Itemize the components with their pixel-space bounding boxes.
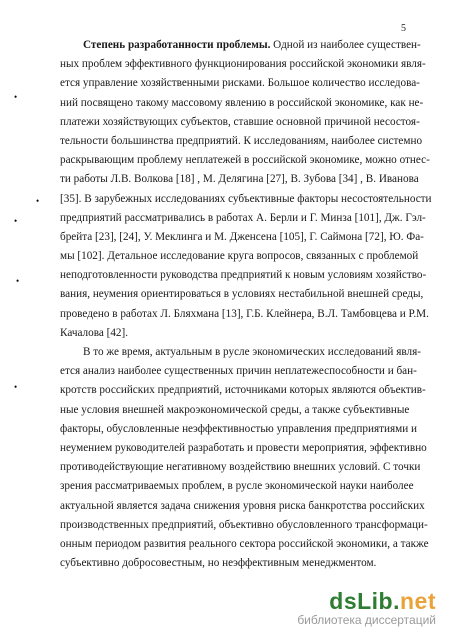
- paragraph-line: субъективно добросовестным, но неэффективным менеджментом.: [60, 557, 377, 570]
- paragraph-line: Качалова [42].: [60, 326, 129, 339]
- paragraph-line: факторы, обусловленные неэффективностью управления предприятиями и: [60, 422, 417, 435]
- paragraph-line: ний посвящено такому массовому явлению в российской экономике, как не-: [60, 96, 424, 109]
- paragraph-line: тельности большинства предприятий. К исследованиям, наиболее системно: [60, 134, 423, 147]
- margin-mark: •: [36, 196, 40, 206]
- paragraph-line: брейта [23], [24], У. Меклинга и М. Дженсена [105], Г. Саймона [72], Ю. Фа-: [60, 230, 424, 243]
- paragraph-line: В то же время, актуальным в русле экономических исследований явля-: [83, 346, 421, 358]
- paragraph-line: [35]. В зарубежных исследованиях субъективные факторы несостоятельности: [60, 192, 432, 205]
- section-heading: Степень разработанности проблемы.: [83, 39, 271, 51]
- paragraph-line: предприятий рассматривались в работах А. Берли и Г. Минза [101], Дж. Гэл-: [60, 211, 426, 224]
- watermark-tagline: библиотека диссертаций: [297, 613, 436, 627]
- paragraph-line: зрения рассматриваемых проблем, в русле экономической науки наиболее: [60, 480, 414, 493]
- paragraph-line: раскрывающим проблему неплатежей в российской экономике, можно отнес-: [60, 154, 430, 167]
- paragraph-line: неподготовленности руководства предприятий к новым условиям хозяйство-: [60, 269, 427, 282]
- paragraph-line: ти работы Л.В. Волкова [18] , М. Делягина [27], В. Зубова [34] , В. Иванова: [60, 173, 419, 186]
- margin-mark: •: [14, 382, 18, 392]
- margin-mark: •: [16, 276, 20, 286]
- paragraph-line: неумением руководителей разработать и провести мероприятия, эффективно: [60, 441, 427, 454]
- paragraph-line: производственных предприятий, объективно обусловленного трансформаци-: [60, 518, 428, 531]
- paragraph-line: кротств российских предприятий, источниками которых являются объектив-: [60, 384, 426, 397]
- dslib-logo: dsLib.net: [329, 588, 436, 614]
- paragraph-line: онным периодом развития реального сектора российской экономики, а также: [60, 537, 429, 550]
- margin-mark: •: [14, 92, 18, 102]
- paragraph-line: проведено в работах Л. Бляхмана [13], Г.Б. Клейнера, В.Л. Тамбовцева и Р.М.: [60, 307, 429, 320]
- paragraph-line: ные условия внешней макроэкономической среды, а также субъективные: [60, 403, 410, 416]
- watermark: [297, 588, 436, 627]
- paragraph-line: ется управление хозяйственными рисками. Большое количество исследова-: [60, 77, 420, 90]
- paragraph-line: мы [102]. Детальное исследование круга вопросов, связанных с проблемой: [60, 250, 419, 263]
- margin-mark: •: [14, 216, 18, 226]
- paragraph-line: ется анализ наиболее существенных причин неплатежеспособности и бан-: [60, 365, 417, 378]
- page-number: 5: [401, 23, 406, 34]
- paragraph-line: Степень разработанности проблемы. Одной из наиболее существен-: [83, 39, 421, 51]
- paragraph-line: вания, неумения ориентироваться в условиях нестабильной внешней среды,: [60, 288, 424, 301]
- paragraph-line: противодействующие негативному воздействию внешних условий. С точки: [60, 461, 421, 474]
- paragraph-line: платежи хозяйствующих субъектов, ставшие основной причиной несостоя-: [60, 115, 420, 128]
- document-body: [60, 36, 432, 573]
- paragraph-line: актуальной является задача снижения уровня риска банкротства российских: [60, 499, 425, 512]
- paragraph-line: ных проблем эффективного функционирования российской экономики явля-: [60, 58, 426, 71]
